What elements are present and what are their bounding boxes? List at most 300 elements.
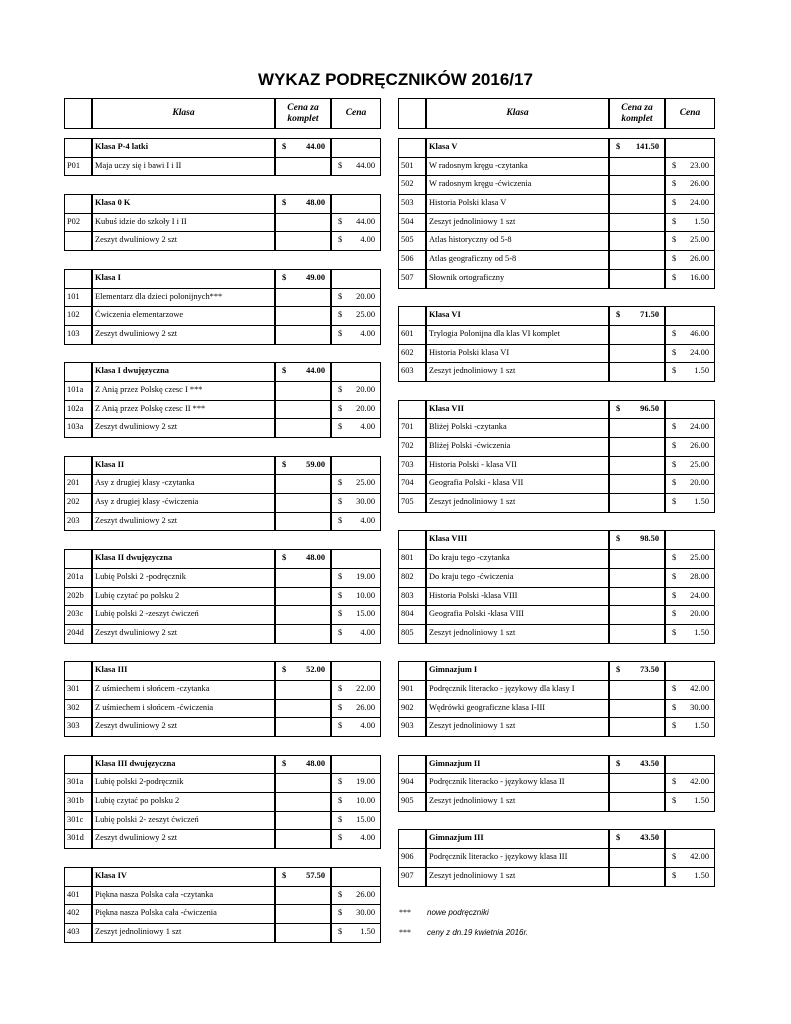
price-value: 1.50 — [694, 796, 709, 806]
price-value: 24.00 — [690, 422, 709, 432]
item-price — [665, 250, 715, 270]
currency-symbol: $ — [282, 366, 287, 376]
item-price — [331, 717, 381, 737]
currency-symbol: $ — [672, 683, 677, 693]
item-price — [331, 512, 381, 532]
group-price — [609, 829, 665, 849]
group-code-cell — [398, 829, 426, 849]
group-empty-cell — [665, 829, 715, 849]
page-title: WYKAZ PODRĘCZNIKÓW 2016/17 — [258, 70, 533, 89]
group-price — [275, 362, 331, 382]
item-code: 704 — [398, 474, 426, 494]
currency-symbol: $ — [338, 235, 343, 245]
price-value: 44.00 — [356, 216, 375, 226]
group-name: Klasa I dwujęzyczna — [92, 362, 275, 382]
currency-symbol: $ — [616, 403, 621, 413]
item-price — [331, 493, 381, 513]
price-value: 30.00 — [356, 908, 375, 918]
item-title: Słownik ortograficzny — [426, 269, 609, 289]
group-name: Klasa 0 K — [92, 194, 275, 214]
item-empty-cell — [609, 680, 665, 700]
currency-symbol: $ — [338, 609, 343, 619]
group-name: Klasa VII — [426, 400, 609, 420]
price-value: 44.00 — [356, 160, 375, 170]
item-title: Zeszyt jednoliniowy 1 szt — [92, 923, 275, 943]
price-value: 4.00 — [360, 627, 375, 637]
item-empty-cell — [275, 773, 331, 793]
currency-symbol: $ — [338, 908, 343, 918]
currency-symbol: $ — [672, 870, 677, 880]
price-value: 52.00 — [306, 665, 325, 675]
currency-symbol: $ — [616, 833, 621, 843]
currency-symbol: $ — [672, 497, 677, 507]
item-code: 901 — [398, 680, 426, 700]
price-value: 1.50 — [694, 627, 709, 637]
currency-symbol: $ — [672, 627, 677, 637]
item-empty-cell — [609, 362, 665, 382]
item-title: Zeszyt jednoliniowy 1 szt — [426, 717, 609, 737]
header-klasa: Klasa — [426, 98, 609, 129]
item-title: Piękna nasza Polska cała -ćwiczenia — [92, 904, 275, 924]
item-code: 603 — [398, 362, 426, 382]
item-empty-cell — [609, 437, 665, 457]
currency-symbol: $ — [338, 721, 343, 731]
price-value: 1.50 — [694, 216, 709, 226]
item-price — [665, 605, 715, 625]
item-title: Trylogia Polonijna dla klas VI komplet — [426, 325, 609, 345]
item-price — [665, 194, 715, 214]
item-title: Zeszyt jednoliniowy 1 szt — [426, 792, 609, 812]
item-title: Zeszyt dwuliniowy 2 szt — [92, 829, 275, 849]
price-value: 96.50 — [640, 403, 659, 413]
item-title: Z uśmiechem i słońcem -czytanka — [92, 680, 275, 700]
price-value: 10.00 — [356, 796, 375, 806]
item-code: 501 — [398, 157, 426, 177]
group-code-cell — [398, 400, 426, 420]
currency-symbol: $ — [338, 216, 343, 226]
item-title: Wędrówki geograficzne klasa I-III — [426, 699, 609, 719]
currency-symbol: $ — [338, 328, 343, 338]
currency-symbol: $ — [616, 665, 621, 675]
price-value: 1.50 — [694, 870, 709, 880]
item-price — [665, 493, 715, 513]
item-title: Zeszyt dwuliniowy 2 szt — [92, 512, 275, 532]
item-price — [665, 587, 715, 607]
item-title: Zeszyt dwuliniowy 2 szt — [92, 325, 275, 345]
footnote — [399, 928, 528, 937]
price-value: 20.00 — [356, 403, 375, 413]
group-price — [275, 661, 331, 681]
price-value: 16.00 — [690, 272, 709, 282]
item-code: 503 — [398, 194, 426, 214]
price-value: 1.50 — [360, 926, 375, 936]
currency-symbol: $ — [338, 478, 343, 488]
item-empty-cell — [609, 773, 665, 793]
item-price — [665, 568, 715, 588]
price-value: 141.50 — [635, 142, 659, 151]
group-price — [609, 755, 665, 775]
item-title: Zeszyt jednoliniowy 1 szt — [426, 867, 609, 887]
price-value: 42.00 — [690, 683, 709, 693]
item-empty-cell — [609, 568, 665, 588]
item-empty-cell — [609, 848, 665, 868]
group-name: Klasa III dwujęzyczna — [92, 755, 275, 775]
currency-symbol: $ — [672, 179, 677, 189]
price-value: 24.00 — [690, 347, 709, 357]
group-code-cell — [398, 530, 426, 550]
price-value: 24.00 — [690, 198, 709, 208]
currency-symbol: $ — [282, 553, 287, 563]
item-code: 101a — [64, 381, 92, 401]
group-name: Klasa IV — [92, 867, 275, 887]
item-code: 904 — [398, 773, 426, 793]
currency-symbol: $ — [672, 160, 677, 170]
currency-symbol: $ — [282, 198, 287, 208]
price-value: 20.00 — [356, 384, 375, 394]
group-price — [609, 530, 665, 550]
price-value: 19.00 — [356, 571, 375, 581]
header-code-cell — [64, 98, 92, 129]
currency-symbol: $ — [338, 310, 343, 320]
footnote-text: ceny z dn.19 kwietnia 2016r. — [427, 928, 529, 937]
group-empty-cell — [331, 269, 381, 289]
currency-symbol: $ — [338, 926, 343, 936]
item-empty-cell — [275, 325, 331, 345]
item-code: 402 — [64, 904, 92, 924]
price-value: 44.00 — [306, 142, 325, 151]
header-klasa: Klasa — [92, 98, 275, 129]
price-value: 98.50 — [640, 534, 659, 544]
group-empty-cell — [331, 194, 381, 214]
item-code: 905 — [398, 792, 426, 812]
currency-symbol: $ — [616, 758, 621, 768]
group-name: Gimnazjum III — [426, 829, 609, 849]
item-empty-cell — [609, 474, 665, 494]
item-code: 902 — [398, 699, 426, 719]
currency-symbol: $ — [672, 796, 677, 806]
item-code: 705 — [398, 493, 426, 513]
item-empty-cell — [609, 549, 665, 569]
item-empty-cell — [609, 456, 665, 476]
item-code: 903 — [398, 717, 426, 737]
currency-symbol: $ — [282, 758, 287, 768]
price-value: 48.00 — [306, 553, 325, 563]
group-code-cell — [64, 194, 92, 214]
item-title: Lubię czytać po polsku 2 — [92, 587, 275, 607]
price-value: 25.00 — [690, 459, 709, 469]
item-code: 805 — [398, 624, 426, 644]
currency-symbol: $ — [672, 721, 677, 731]
price-value: 20.00 — [356, 291, 375, 301]
price-value: 22.00 — [356, 683, 375, 693]
item-price — [331, 231, 381, 251]
item-empty-cell — [275, 605, 331, 625]
currency-symbol: $ — [672, 347, 677, 357]
header-cena-komplet: Cena za komplet — [609, 98, 665, 129]
item-price — [665, 848, 715, 868]
item-price — [331, 773, 381, 793]
item-empty-cell — [275, 699, 331, 719]
group-name: Klasa VI — [426, 306, 609, 326]
item-price — [665, 792, 715, 812]
price-value: 4.00 — [360, 235, 375, 245]
price-value: 48.00 — [306, 198, 325, 208]
group-name: Gimnazjum I — [426, 661, 609, 681]
group-name: Klasa I — [92, 269, 275, 289]
group-name: Klasa P-4 latki — [92, 138, 275, 158]
item-empty-cell — [609, 157, 665, 177]
currency-symbol: $ — [672, 553, 677, 563]
footnote-stars: *** — [399, 928, 411, 937]
group-price — [275, 867, 331, 887]
item-empty-cell — [275, 474, 331, 494]
price-value: 49.00 — [306, 272, 325, 282]
price-value: 25.00 — [356, 310, 375, 320]
item-title: Historia Polski klasa VI — [426, 344, 609, 364]
footnote-text: nowe podręczniki — [427, 908, 489, 917]
header-cena: Cena — [331, 98, 381, 129]
item-code: 301c — [64, 811, 92, 831]
currency-symbol: $ — [282, 142, 287, 151]
group-price — [609, 661, 665, 681]
item-title: Atlas geograficzny od 5-8 — [426, 250, 609, 270]
group-price — [275, 755, 331, 775]
header-cena: Cena — [665, 98, 715, 129]
item-empty-cell — [275, 624, 331, 644]
item-empty-cell — [275, 904, 331, 924]
item-title: Lubię czytać po polsku 2 — [92, 792, 275, 812]
item-price — [665, 157, 715, 177]
group-code-cell — [398, 138, 426, 158]
item-code: 507 — [398, 269, 426, 289]
item-price — [331, 923, 381, 943]
item-empty-cell — [275, 886, 331, 906]
group-name: Klasa III — [92, 661, 275, 681]
item-code: 906 — [398, 848, 426, 868]
item-price — [331, 829, 381, 849]
currency-symbol: $ — [338, 571, 343, 581]
item-empty-cell — [275, 157, 331, 177]
item-code: 203c — [64, 605, 92, 625]
item-code: 804 — [398, 605, 426, 625]
group-name: Gimnazjum II — [426, 755, 609, 775]
item-empty-cell — [609, 344, 665, 364]
item-empty-cell — [275, 680, 331, 700]
item-code: 702 — [398, 437, 426, 457]
item-price — [331, 288, 381, 308]
price-value: 30.00 — [356, 497, 375, 507]
item-title: Historia Polski -klasa VIII — [426, 587, 609, 607]
item-empty-cell — [609, 269, 665, 289]
group-empty-cell — [665, 400, 715, 420]
item-empty-cell — [275, 400, 331, 420]
item-empty-cell — [275, 418, 331, 438]
item-price — [331, 624, 381, 644]
group-name: Klasa V — [426, 138, 609, 158]
item-code: 301b — [64, 792, 92, 812]
currency-symbol: $ — [672, 852, 677, 862]
group-empty-cell — [665, 755, 715, 775]
price-value: 43.50 — [640, 833, 659, 843]
currency-symbol: $ — [672, 366, 677, 376]
price-value: 15.00 — [356, 814, 375, 824]
item-title: Zeszyt dwuliniowy 2 szt — [92, 624, 275, 644]
price-value: 1.50 — [694, 721, 709, 731]
item-code: P01 — [64, 157, 92, 177]
currency-symbol: $ — [338, 403, 343, 413]
price-value: 25.00 — [690, 235, 709, 245]
item-code: 703 — [398, 456, 426, 476]
item-empty-cell — [609, 325, 665, 345]
item-empty-cell — [609, 792, 665, 812]
group-empty-cell — [665, 661, 715, 681]
item-code: 101 — [64, 288, 92, 308]
price-value: 20.00 — [690, 478, 709, 488]
footnote-stars: *** — [399, 908, 411, 917]
item-code: 202b — [64, 587, 92, 607]
item-empty-cell — [609, 867, 665, 887]
item-code: 201 — [64, 474, 92, 494]
item-price — [331, 811, 381, 831]
item-title: Piękna nasza Polska cała -czytanka — [92, 886, 275, 906]
item-price — [331, 699, 381, 719]
item-empty-cell — [609, 194, 665, 214]
group-code-cell — [64, 755, 92, 775]
item-price — [331, 680, 381, 700]
item-title: Asy z drugiej klasy -czytanka — [92, 474, 275, 494]
price-value: 59.00 — [306, 459, 325, 469]
item-price — [665, 773, 715, 793]
item-empty-cell — [609, 605, 665, 625]
group-price — [609, 400, 665, 420]
item-code: P02 — [64, 213, 92, 233]
price-value: 73.50 — [640, 665, 659, 675]
group-price — [275, 269, 331, 289]
group-code-cell — [64, 269, 92, 289]
price-value: 25.00 — [356, 478, 375, 488]
item-price — [331, 381, 381, 401]
item-price — [665, 362, 715, 382]
item-code: 701 — [398, 418, 426, 438]
price-value: 20.00 — [690, 609, 709, 619]
currency-symbol: $ — [616, 534, 621, 544]
item-price — [331, 306, 381, 326]
price-value: 15.00 — [356, 609, 375, 619]
item-code: 301d — [64, 829, 92, 849]
group-name: Klasa II dwujęzyczna — [92, 549, 275, 569]
item-empty-cell — [275, 213, 331, 233]
currency-symbol: $ — [672, 459, 677, 469]
currency-symbol: $ — [338, 833, 343, 843]
item-title: Historia Polski klasa V — [426, 194, 609, 214]
group-empty-cell — [665, 138, 715, 158]
item-title: Ćwiczenia elementarzowe — [92, 306, 275, 326]
item-code: 103a — [64, 418, 92, 438]
group-empty-cell — [665, 306, 715, 326]
item-code: 504 — [398, 213, 426, 233]
currency-symbol: $ — [672, 422, 677, 432]
item-title: Lubię polski 2 -zeszyt ćwiczeń — [92, 605, 275, 625]
item-price — [665, 213, 715, 233]
group-code-cell — [64, 549, 92, 569]
price-value: 26.00 — [356, 889, 375, 899]
currency-symbol: $ — [672, 702, 677, 712]
item-empty-cell — [609, 213, 665, 233]
price-value: 25.00 — [690, 553, 709, 563]
item-code: 801 — [398, 549, 426, 569]
item-title: Zeszyt dwuliniowy 2 szt — [92, 717, 275, 737]
item-title: Zeszyt jednoliniowy 1 szt — [426, 362, 609, 382]
item-title: Podręcznik literacko - językowy klasa II — [426, 773, 609, 793]
item-title: Geografia Polski -klasa VIII — [426, 605, 609, 625]
item-title: Asy z drugiej klasy -ćwiczenia — [92, 493, 275, 513]
price-value: 1.50 — [694, 497, 709, 507]
price-value: 19.00 — [356, 777, 375, 787]
item-title: Lubię Polski 2 -podręcznik — [92, 568, 275, 588]
group-code-cell — [64, 138, 92, 158]
group-empty-cell — [331, 138, 381, 158]
item-price — [665, 624, 715, 644]
item-empty-cell — [275, 829, 331, 849]
price-value: 57.50 — [306, 870, 325, 880]
item-code: 802 — [398, 568, 426, 588]
item-code: 301 — [64, 680, 92, 700]
item-price — [331, 605, 381, 625]
item-price — [331, 418, 381, 438]
item-title: Bliżej Polski -czytanka — [426, 418, 609, 438]
item-price — [331, 400, 381, 420]
currency-symbol: $ — [672, 777, 677, 787]
group-empty-cell — [331, 362, 381, 382]
currency-symbol: $ — [672, 328, 677, 338]
group-code-cell — [398, 661, 426, 681]
item-price — [665, 456, 715, 476]
item-empty-cell — [609, 175, 665, 195]
item-code: 102 — [64, 306, 92, 326]
group-price — [609, 306, 665, 326]
item-empty-cell — [609, 418, 665, 438]
group-empty-cell — [331, 661, 381, 681]
item-empty-cell — [275, 493, 331, 513]
item-empty-cell — [275, 717, 331, 737]
currency-symbol: $ — [282, 272, 287, 282]
item-title: Lubię polski 2- zeszyt ćwiczeń — [92, 811, 275, 831]
currency-symbol: $ — [672, 590, 677, 600]
currency-symbol: $ — [338, 627, 343, 637]
price-value: 4.00 — [360, 328, 375, 338]
group-price — [275, 456, 331, 476]
item-title: Bliżej Polski -ćwiczenia — [426, 437, 609, 457]
item-price — [331, 157, 381, 177]
item-price — [665, 680, 715, 700]
price-value: 10.00 — [356, 590, 375, 600]
item-empty-cell — [609, 624, 665, 644]
currency-symbol: $ — [672, 571, 677, 581]
group-empty-cell — [331, 867, 381, 887]
price-value: 4.00 — [360, 515, 375, 525]
footnote — [399, 908, 489, 917]
currency-symbol: $ — [282, 665, 287, 675]
item-empty-cell — [609, 493, 665, 513]
item-code — [64, 231, 92, 251]
item-price — [331, 325, 381, 345]
price-value: 26.00 — [690, 441, 709, 450]
currency-symbol: $ — [338, 422, 343, 432]
currency-symbol: $ — [338, 777, 343, 787]
item-empty-cell — [275, 288, 331, 308]
item-code: 202 — [64, 493, 92, 513]
price-value: 4.00 — [360, 833, 375, 843]
